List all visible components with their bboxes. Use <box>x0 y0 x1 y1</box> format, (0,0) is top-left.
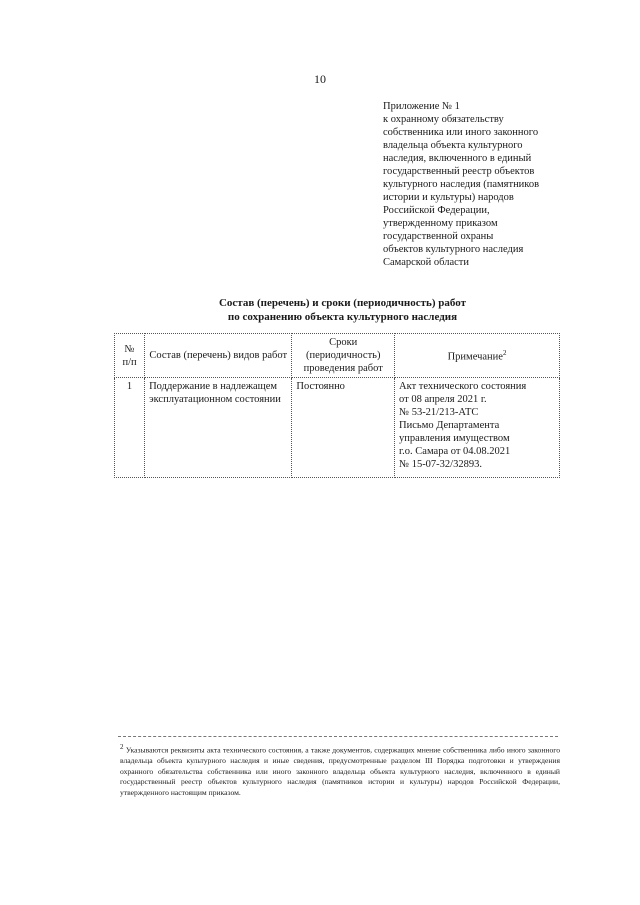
cell-work: Поддержание в надлежащем эксплуатационном состоянии <box>145 378 292 478</box>
footnote-text: Указываются реквизиты акта технического состояния, а также документов, содержащих мнение собственника либо иного законного владельца объекта культурного наследия и иные сведения, предусмотренные разделом III Порядка подготовки и утверждения охранного обязательства собственника или иного законного владельца объекта культурного наследия, включенного в единый государственный реестр объектов культурного наследия (памятников истории и культуры) народов Российской Федерации, утвержденного настоящим приказом. <box>120 745 560 797</box>
title-line-2: по сохранению объекта культурного наследия <box>227 311 458 323</box>
header-num: № п/п <box>115 334 145 378</box>
page-number: 10 <box>314 72 326 86</box>
appendix-line: государственной охраны <box>383 231 494 242</box>
footnote-divider <box>118 736 558 737</box>
appendix-line: Российской Федерации, <box>383 205 490 216</box>
header-work: Состав (перечень) видов работ <box>145 334 292 378</box>
note-line: Акт технического состояния <box>399 381 527 392</box>
note-line: № 15-07-32/32893. <box>399 459 482 470</box>
appendix-line: Приложение № 1 <box>383 101 460 112</box>
note-line: г.о. Самара от 04.08.2021 <box>399 446 511 457</box>
document-title <box>120 296 565 324</box>
note-line: Письмо Департамента <box>399 420 500 431</box>
appendix-line: объектов культурного наследия <box>383 244 524 255</box>
appendix-line: собственника или иного законного <box>383 127 539 138</box>
footnote <box>120 742 560 798</box>
note-line: от 08 апреля 2021 г. <box>399 394 487 405</box>
note-line: управления имуществом <box>399 433 510 444</box>
appendix-line: утвержденному приказом <box>383 218 498 229</box>
appendix-line: государственный реестр объектов <box>383 166 535 177</box>
appendix-line: Самарской области <box>383 257 469 268</box>
table-header-row <box>115 334 560 378</box>
appendix-line: к охранному обязательству <box>383 114 504 125</box>
appendix-line: наследия, включенного в единый <box>383 153 532 164</box>
note-line: № 53-21/213-АТС <box>399 407 479 418</box>
appendix-line: истории и культуры) народов <box>383 192 514 203</box>
cell-note <box>395 378 560 478</box>
title-line-1: Состав (перечень) и сроки (периодичность) работ <box>218 297 467 309</box>
appendix-line: культурного наследия (памятников <box>383 179 540 190</box>
cell-term: Постоянно <box>292 378 395 478</box>
works-table <box>114 333 560 478</box>
cell-num: 1 <box>115 378 145 478</box>
header-note-label: Примечание <box>447 351 503 363</box>
header-term: Сроки (периодичность) проведения работ <box>292 334 395 378</box>
appendix-heading <box>383 100 583 269</box>
appendix-line: владельца объекта культурного <box>383 140 523 151</box>
footnote-marker: 2 <box>120 743 124 751</box>
header-note <box>395 334 560 378</box>
table-row <box>115 378 560 478</box>
header-note-footnote-ref: 2 <box>502 349 507 358</box>
